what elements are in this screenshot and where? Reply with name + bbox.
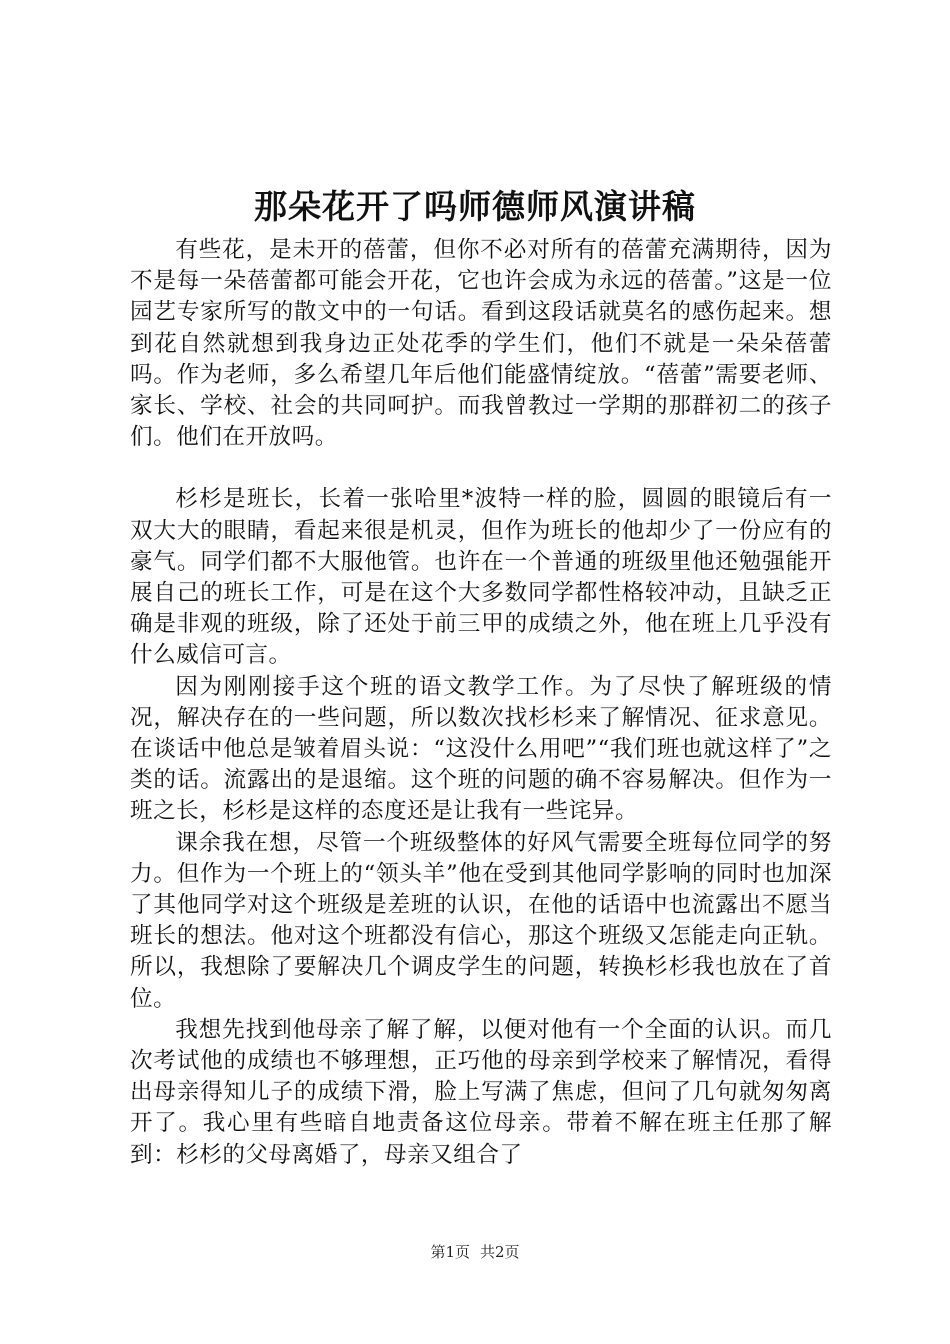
paragraph-1: 有些花，是未开的蓓蕾，但你不必对所有的蓓蕾充满期待，因为不是每一朵蓓蕾都可能会开花，它也许会成为永远的蓓蕾。”这是一位园艺专家所写的散文中的一句话。看到这段话就莫名的感伤起来。想到花自然就想到我身边正处花季的学生们，他们不就是一朵朵蓓蕾吗。作为老师，多么希望几年后他们能盛情绽放。“蓓蕾”需要老师、家长、学校、社会的共同呵护。而我曾教过一学期的那群初二的孩子们。他们在开放吗。	[130, 237, 832, 451]
paragraph-3: 因为刚刚接手这个班的语文教学工作。为了尽快了解班级的情况，解决存在的一些问题，所以数次找杉杉来了解情况、征求意见。在谈话中他总是皱着眉头说：“这没什么用吧”“我们班也就这样了”之类的话。流露出的是退缩。这个班的问题的确不容易解决。但作为一班之长，杉杉是这样的态度还是让我有一些诧异。	[130, 673, 832, 825]
page-number-total: 共2页	[480, 1243, 520, 1261]
paragraph-5: 我想先找到他母亲了解了解，以便对他有一个全面的认识。而几次考试他的成绩也不够理想，正巧他的母亲到学校来了解情况，看得出母亲得知儿子的成绩下滑，脸上写满了焦虑，但问了几句就匆匆离开了。我心里有些暗自地责备这位母亲。带着不解在班主任那了解到：杉杉的父母离婚了，母亲又组合了	[130, 1016, 832, 1168]
paragraph-2: 杉杉是班长，长着一张哈里*波特一样的脸，圆圆的眼镜后有一双大大的眼睛，看起来很是机灵，但作为班长的他却少了一份应有的豪气。同学们都不大服他管。也许在一个普通的班级里他还勉强能开展自己的班长工作，可是在这个大多数同学都性格较冲动，且缺乏正确是非观的班级，除了还处于前三甲的成绩之外，他在班上几乎没有什么威信可言。	[130, 486, 832, 669]
page-title: 那朵花开了吗师德师风演讲稿	[254, 187, 696, 226]
page-footer	[0, 1242, 950, 1262]
page-number-current: 第1页	[430, 1243, 470, 1261]
document-body	[130, 235, 832, 1171]
paragraph-4: 课余我在想，尽管一个班级整体的好风气需要全班每位同学的努力。但作为一个班上的“领头羊”他在受到其他同学影响的同时也加深了其他同学对这个班级是差班的认识，在他的话语中也流露出不愿当班长的想法。他对这个班都没有信心，那这个班级又怎能走向正轨。所以，我想除了要解决几个调皮学生的问题，转换杉杉我也放在了首位。	[130, 829, 832, 1012]
